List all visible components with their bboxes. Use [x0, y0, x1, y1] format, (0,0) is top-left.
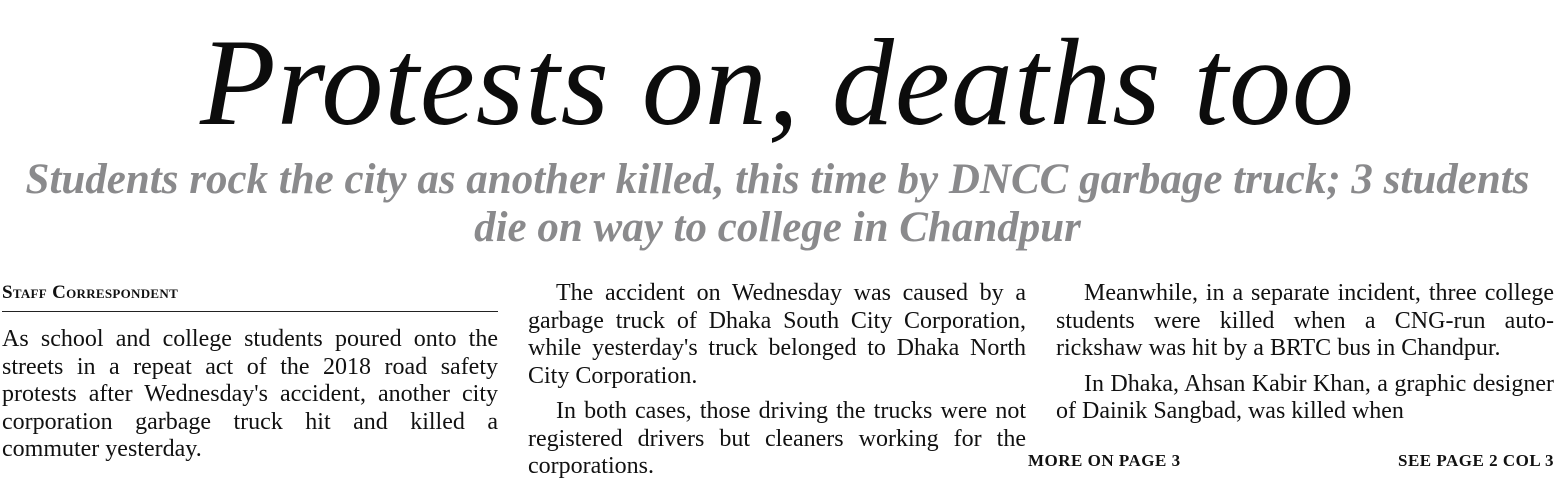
article-column-3: [1056, 280, 1554, 426]
body-paragraph: The accident on Wednesday was caused by a garbage truck of Dhaka South City Corporation, while yesterday's truck belonged to Dhaka North City Corporation.: [528, 280, 1026, 389]
more-on-page-link[interactable]: MORE ON PAGE 3: [1028, 451, 1181, 470]
see-page-link[interactable]: SEE PAGE 2 COL 3: [1398, 451, 1554, 470]
body-paragraph: Meanwhile, in a separate incident, three college students were killed when a CNG-run auto-rickshaw was hit by a BRTC bus in Chandpur.: [1056, 280, 1554, 361]
article-column-2: [528, 280, 1026, 481]
byline: Staff Correspondent: [2, 280, 498, 312]
body-paragraph: As school and college students poured onto the streets in a repeat act of the 2018 road safety protests after Wednesday's accident, another city corporation garbage truck hit and killed a commuter yesterday.: [2, 326, 498, 462]
article-column-1: [2, 280, 498, 464]
body-paragraph: In both cases, those driving the trucks were not registered drivers but cleaners working for the corporations.: [528, 398, 1026, 479]
subheadline: Students rock the city as another killed, this time by DNCC garbage truck; 3 students die on way to college in Chandpur: [25, 156, 1530, 251]
jump-lines: [1028, 450, 1554, 472]
headline: Protests on, deaths too: [199, 14, 1356, 151]
body-paragraph: In Dhaka, Ahsan Kabir Khan, a graphic designer of Dainik Sangbad, was killed when: [1056, 370, 1554, 424]
